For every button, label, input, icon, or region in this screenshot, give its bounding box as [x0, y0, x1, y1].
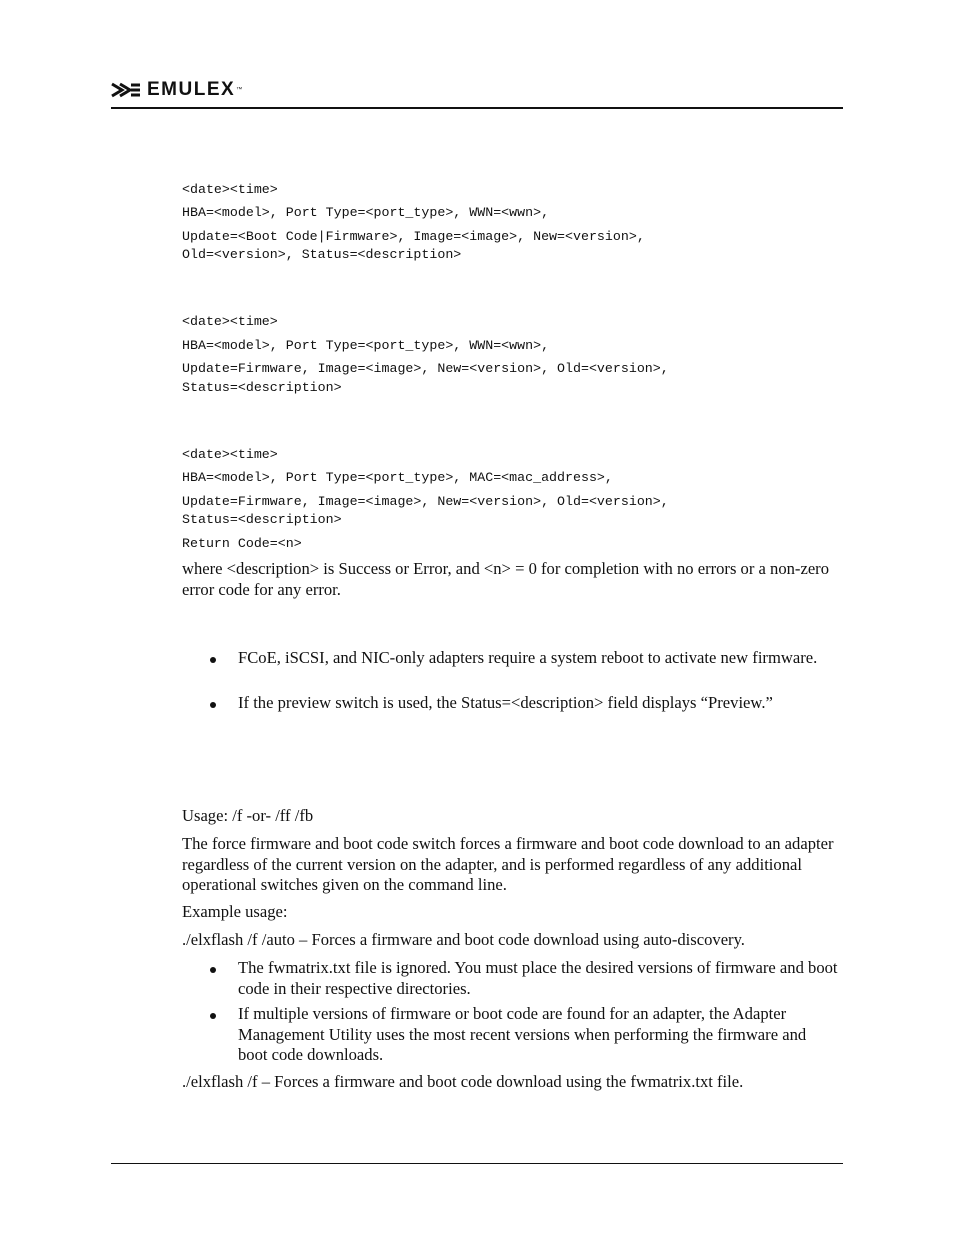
force-paragraph: The force firmware and boot code switch forces a firmware and boot code download to an adapter regardless of the current version on the adapter, and is performed regardless of any additional operational switches given on the command line. [182, 834, 834, 894]
bullet-dot [210, 702, 216, 708]
note-bullet: FCoE, iSCSI, and NIC-only adapters require a system reboot to activate new firmware. [238, 648, 818, 667]
example-usage-label: Example usage: [182, 902, 288, 921]
emulex-logo [111, 80, 242, 100]
logo-trademark: ™ [236, 87, 243, 93]
code-line: Status=<description> [182, 380, 342, 395]
code-line: <date><time> [182, 314, 278, 329]
usage-line: Usage: /f -or- /ff /fb [182, 806, 314, 825]
footer-rule [111, 1163, 843, 1164]
code-line: Return Code=<n> [182, 536, 302, 551]
code-line: HBA=<model>, Port Type=<port_type>, WWN=<wwn>, [182, 205, 550, 220]
header-rule [111, 107, 843, 109]
code-line: HBA=<model>, Port Type=<port_type>, WWN=<wwn>, [182, 338, 550, 353]
example-auto: ./elxflash /f /auto – Forces a firmware and boot code download using auto-discovery. [182, 930, 745, 949]
code-line: Update=Firmware, Image=<image>, New=<version>, Old=<version>, [182, 361, 669, 376]
code-line: <date><time> [182, 182, 278, 197]
code-line: Status=<description> [182, 512, 342, 527]
bullet-dot [210, 657, 216, 663]
bullet-dot [210, 1013, 216, 1019]
code-line: <date><time> [182, 447, 278, 462]
auto-bullet: If multiple versions of firmware or boot code are found for an adapter, the Adapter Management Utility uses the most recent versions when performing the firmware and boot code downloads. [238, 1004, 807, 1064]
note-bullet: If the preview switch is used, the Status=<description> field displays “Preview.” [238, 693, 773, 712]
code-line: Old=<version>, Status=<description> [182, 247, 462, 262]
logo-text: EMULEX [147, 79, 236, 100]
code-line: HBA=<model>, Port Type=<port_type>, MAC=<mac_address>, [182, 470, 613, 485]
code-line: Update=<Boot Code|Firmware>, Image=<image>, New=<version>, [182, 229, 645, 244]
emulex-mark-icon [111, 82, 141, 98]
where-paragraph: where <description> is Success or Error, and <n> = 0 for completion with no errors or a non-zero error code for any error. [182, 559, 830, 599]
bullet-dot [210, 967, 216, 973]
code-line: Update=Firmware, Image=<image>, New=<version>, Old=<version>, [182, 494, 669, 509]
example-matrix: ./elxflash /f – Forces a firmware and boot code download using the fwmatrix.txt file. [182, 1072, 744, 1091]
auto-bullet: The fwmatrix.txt file is ignored. You must place the desired versions of firmware and boot code in their respective directories. [238, 958, 838, 998]
